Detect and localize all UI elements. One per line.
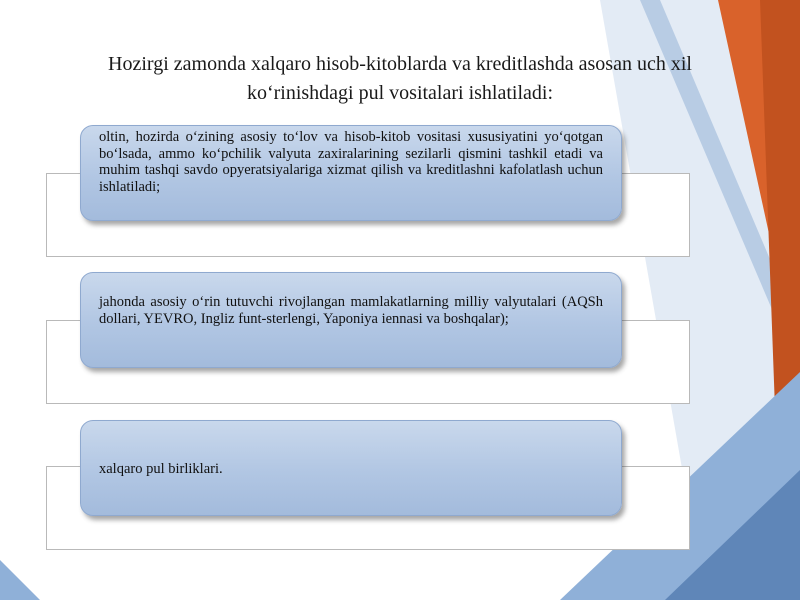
list-item-gold bbox=[80, 125, 622, 221]
list-item-text: xalqaro pul birliklari. bbox=[99, 461, 223, 477]
list-item-national-currencies bbox=[80, 272, 622, 368]
decor-left-corner bbox=[0, 560, 40, 600]
list-item-international-units bbox=[80, 420, 622, 516]
slide-title: Hozirgi zamonda xalqaro hisob-kitoblarda va kreditlashda asosan uch xil ko‘rinishdagi pul vositalari ishlatiladi: bbox=[108, 53, 692, 104]
list-item-text: jahonda asosiy o‘rin tutuvchi rivojlangan mamlakatlarning milliy valyutalari (AQSh dollari, YEVRO, Ingliz funt-sterlengi, Yaponiya iennasi va boshqalar); bbox=[99, 294, 603, 327]
list-item-text: oltin, hozirda o‘zining asosiy to‘lov va hisob-kitob vositasi xususiyatini yo‘qotgan bo‘lsada, ammo ko‘pchilik valyuta zaxiralarining sezilarli qismini tashkil etadi va muhim tashqi savdo opyeratsiyalariga xizmat qilish va kreditlashni kafolatlash uchun ishlatiladi; bbox=[99, 129, 603, 195]
